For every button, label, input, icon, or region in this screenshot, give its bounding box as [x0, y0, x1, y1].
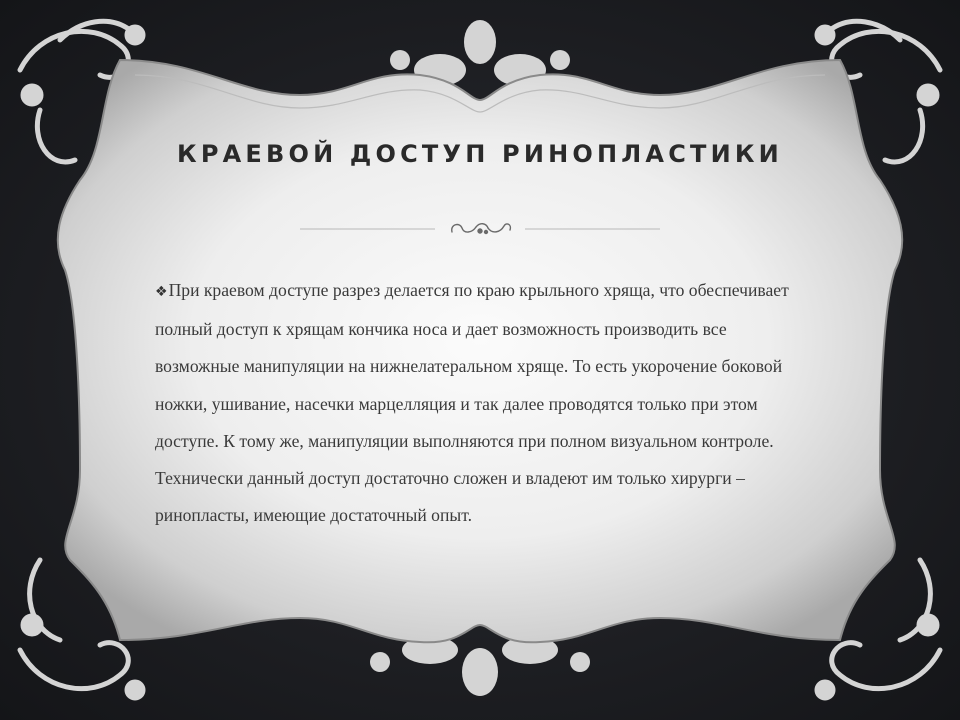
title-divider — [300, 214, 660, 244]
flourish-icon — [452, 224, 511, 234]
slide-title: КРАЕВОЙ ДОСТУП РИНОПЛАСТИКИ — [177, 140, 783, 168]
bottom-center-crest — [370, 636, 590, 696]
body-text: При краевом доступе разрез делается по краю крыльного хряща, что обеспечивает полный доступ к хрящам кончика носа и дает возможность производить все возможные манипуляции на нижнелатеральном хряще. То есть укорочение боковой ножки, ушивание, насечки марцелляция и так далее проводятся только при этом доступе. К тому же, манипуляции выполняются при полном визуальном контроле. Технически данный доступ достаточно сложен и владеют им только хирурги – ринопласты, имеющие достаточный опыт. — [155, 280, 789, 526]
diamond-bullet-icon: ❖ — [155, 284, 168, 300]
body-paragraph — [155, 272, 815, 534]
